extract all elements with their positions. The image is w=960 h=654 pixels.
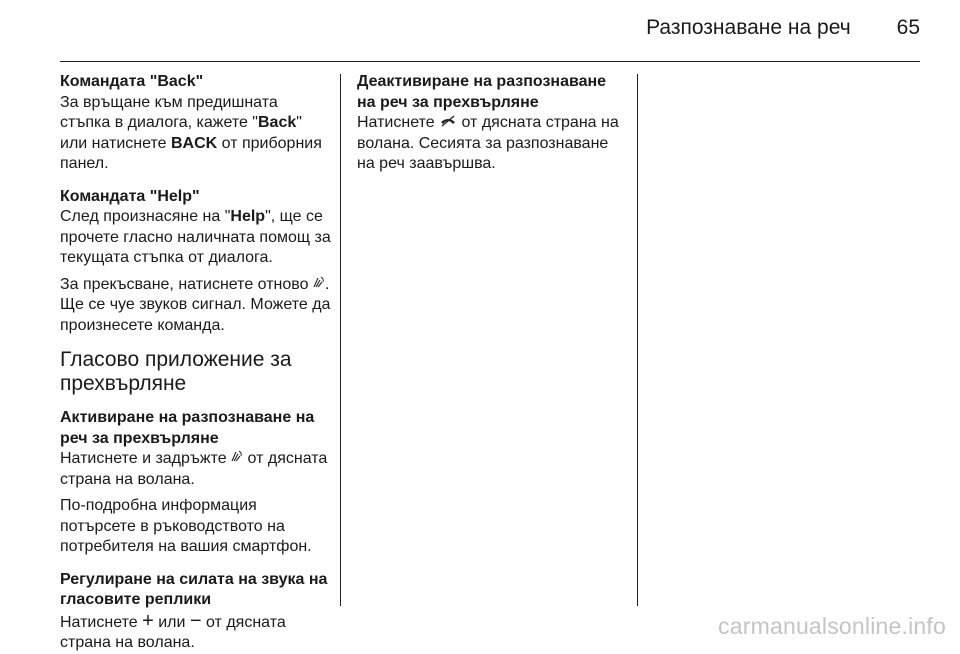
watermark[interactable]: carmanualsonline.info: [718, 613, 946, 639]
help-text-2: ", ще се прочете гласно наличната помощ за текущата стъпка от диалога.: [60, 208, 331, 266]
activate-heading: Активиране на разпознаване на реч за прехвърляне: [60, 409, 315, 447]
deactivate-heading: Деактивиране на разпознаване на реч за прехвърляне: [357, 73, 607, 111]
help-command-text: [60, 207, 332, 269]
plus-icon: +: [142, 609, 154, 632]
column-divider-2: [637, 74, 638, 606]
volume-text: [60, 611, 332, 654]
left-column: [60, 72, 332, 654]
help-keyword: Help: [230, 208, 266, 225]
deactivate-text-1: Натиснете: [357, 114, 440, 131]
activate-text: [60, 449, 332, 490]
back-text-2: " или натиснете: [60, 114, 302, 152]
activate-text-2: от дясната страна на волана.: [60, 450, 328, 488]
volume-text-1: Натиснете: [60, 613, 143, 631]
back-text-3: от приборния панел.: [60, 134, 322, 172]
back-text-1: За връщане към предишната стъпка в диалога, кажете ": [60, 93, 278, 131]
page-title: Разпознаване на реч: [646, 16, 851, 39]
volume-text-3: от дясната страна на волана.: [60, 613, 286, 651]
volume-text-2: или: [153, 613, 190, 631]
hang-up-icon: [439, 113, 457, 134]
voice-recognition-icon: [313, 275, 325, 296]
deactivate-text-2: от дясната страна на волана. Сесията за разпознаване на реч заавършва.: [357, 114, 619, 172]
interrupt-text: [60, 275, 332, 337]
header-rule: [60, 61, 920, 62]
back-keyword: Back: [257, 114, 297, 131]
back-button-label: BACK: [171, 134, 218, 152]
deactivate-text: [357, 113, 629, 175]
column-divider-1: [340, 74, 341, 606]
page-header: [646, 16, 920, 40]
activate-text-1: Натиснете и задръжте: [60, 450, 232, 467]
help-text-1: След произнасяне на ": [60, 208, 231, 225]
more-info-text: По-подробна информация потърсете в ръководството на потребителя на вашия смартфон.: [60, 497, 312, 555]
interrupt-text-2: . Ще се чуе звуков сигнал. Можете да произнесете команда.: [60, 275, 331, 334]
minus-icon: −: [189, 609, 202, 632]
right-column: [357, 72, 629, 175]
back-command-text: [60, 93, 332, 175]
section-title: Гласово приложение за прехвърляне: [60, 348, 292, 395]
interrupt-text-1: За прекъсване, натиснете отново: [60, 275, 313, 293]
page-number: 65: [896, 16, 920, 39]
volume-heading: Регулиране на силата на звука на гласовите реплики: [60, 570, 328, 608]
back-command-heading: Командата "Back": [60, 73, 204, 90]
help-command-heading: Командата "Help": [60, 187, 200, 205]
voice-recognition-icon: [231, 449, 243, 470]
